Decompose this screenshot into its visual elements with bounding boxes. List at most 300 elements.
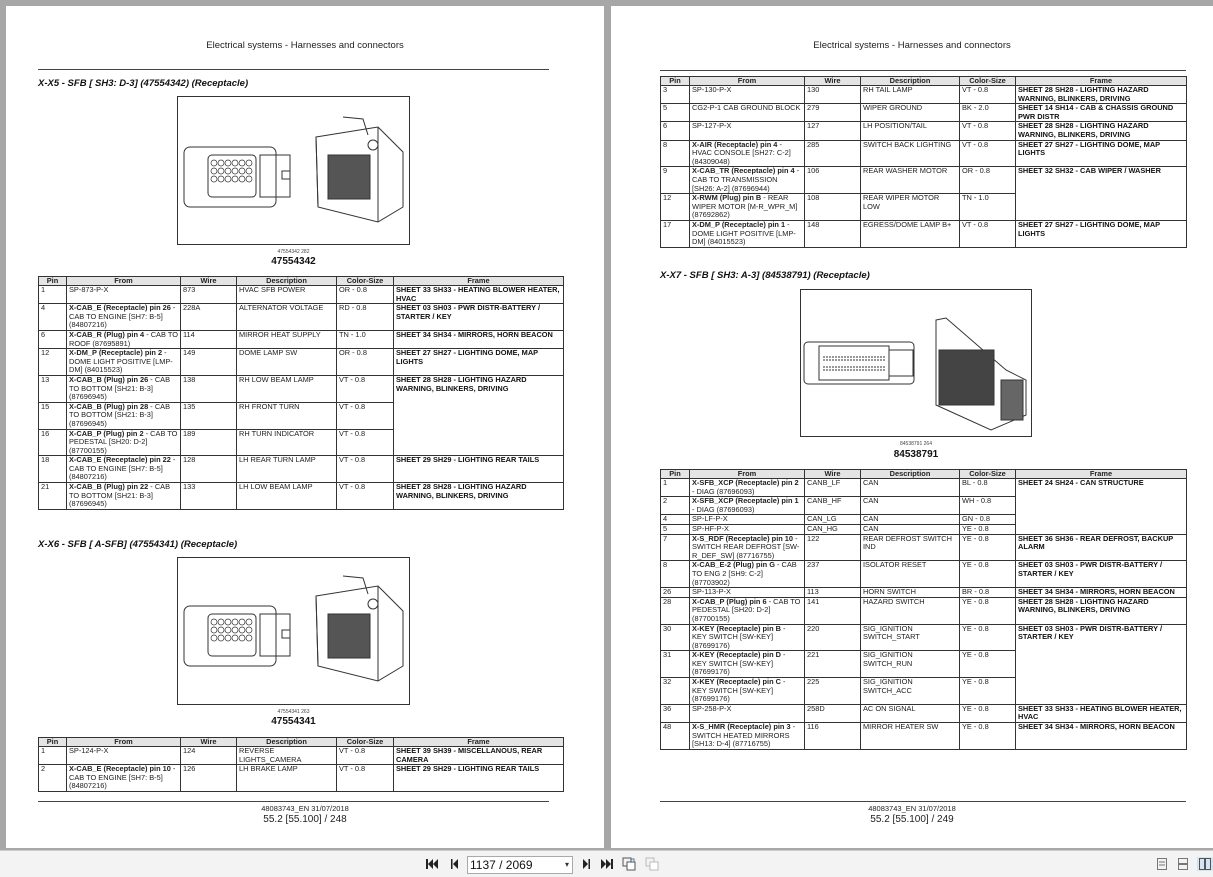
last-page-button[interactable] xyxy=(600,857,614,871)
cell-wire: 116 xyxy=(805,723,861,750)
cell-wire: CANB_LF xyxy=(805,479,861,497)
first-page-button[interactable] xyxy=(425,857,439,871)
cell-from xyxy=(690,704,805,722)
table-row xyxy=(39,286,564,304)
cell-color-size: VT - 0.8 xyxy=(337,429,394,456)
col-description: Description xyxy=(237,738,337,747)
col-from: From xyxy=(690,77,805,86)
cell-description: CAN xyxy=(861,515,960,525)
cell-wire: 279 xyxy=(805,104,861,122)
from-connector: X-AIR (Receptacle) pin 4 xyxy=(692,139,778,149)
pin-table-x-x5 xyxy=(38,276,564,510)
page-footer xyxy=(611,804,1213,825)
cell-color-size: VT - 0.8 xyxy=(337,456,394,483)
col-pin: Pin xyxy=(39,738,67,747)
cell-wire: 108 xyxy=(805,194,861,221)
cell-from xyxy=(690,651,805,678)
cell-frame: SHEET 29 SH29 - LIGHTING REAR TAILS xyxy=(394,456,564,483)
cell-color-size: VT - 0.8 xyxy=(337,765,394,792)
from-connector: X-DM_P (Receptacle) pin 1 xyxy=(692,219,786,229)
connector-drawing xyxy=(178,558,409,704)
table-row xyxy=(661,140,1187,167)
cell-wire: 122 xyxy=(805,534,861,561)
from-detail: - DIAG (87696093) xyxy=(692,504,755,514)
from-detail: - KEY SWITCH [SW-KEY] (87699176) xyxy=(692,650,786,677)
cell-color-size: GN - 0.8 xyxy=(960,515,1016,525)
cell-frame: SHEET 03 SH03 - PWR DISTR-BATTERY / STARTER / KEY xyxy=(1016,561,1187,588)
cell-color-size: VT - 0.8 xyxy=(337,375,394,402)
from-detail: - CAB TO ENGINE [SH7: B-5] (84807216) xyxy=(69,764,176,791)
cell-wire: 127 xyxy=(805,122,861,140)
from-detail: SP-258-P-X xyxy=(692,703,732,713)
cell-frame: SHEET 33 SH33 - HEATING BLOWER HEATER, HVAC xyxy=(1016,704,1187,722)
cell-pin: 16 xyxy=(39,429,67,456)
cell-pin: 6 xyxy=(39,330,67,348)
footer-rule xyxy=(38,801,549,802)
cell-color-size: VT - 0.8 xyxy=(960,220,1016,247)
cell-description: MIRROR HEAT SUPPLY xyxy=(237,330,337,348)
cell-frame: SHEET 34 SH34 - MIRRORS, HORN BEACON xyxy=(394,330,564,348)
cell-from xyxy=(67,456,181,483)
from-detail: - CAB TO BOTTOM [SH21: B-3] (87696945) xyxy=(69,374,171,402)
document-id: 48083743_EN 31/07/2018 xyxy=(868,804,956,813)
cell-frame: SHEET 32 SH32 - CAB WIPER / WASHER xyxy=(1016,167,1187,221)
figure-caption: 47554341 xyxy=(271,716,316,727)
cell-pin: 9 xyxy=(661,167,690,194)
cell-description: LH POSITION/TAIL xyxy=(861,122,960,140)
col-color-size: Color-Size xyxy=(337,277,394,286)
from-connector: X-CAB_TR (Receptacle) pin 4 xyxy=(692,166,795,176)
cell-description: REAR WIPER MOTOR LOW xyxy=(861,194,960,221)
cell-frame: SHEET 29 SH29 - LIGHTING REAR TAILS xyxy=(394,765,564,792)
cell-color-size: YE - 0.8 xyxy=(960,524,1016,534)
cell-from xyxy=(690,624,805,651)
table-row xyxy=(39,375,564,402)
cell-description: AC ON SIGNAL xyxy=(861,704,960,722)
cell-wire: 220 xyxy=(805,624,861,651)
from-connector: X-CAB_R (Plug) pin 4 xyxy=(69,329,145,339)
cell-frame: SHEET 39 SH39 - MISCELLANOUS, REAR CAMERA xyxy=(394,747,564,765)
col-color-size: Color-Size xyxy=(960,470,1016,479)
col-frame: Frame xyxy=(1016,470,1187,479)
cell-pin: 32 xyxy=(661,678,690,705)
cell-from xyxy=(67,375,181,402)
cell-from xyxy=(67,765,181,792)
cell-pin: 13 xyxy=(39,375,67,402)
cell-from xyxy=(690,140,805,167)
page-number: 55.2 [55.100] / 249 xyxy=(870,814,954,825)
cell-description: RH TAIL LAMP xyxy=(861,86,960,104)
cell-description: REVERSE LIGHTS_CAMERA xyxy=(237,747,337,765)
col-description: Description xyxy=(861,470,960,479)
cell-pin: 36 xyxy=(661,704,690,722)
header-rule xyxy=(38,69,549,70)
from-detail: - CAB TO PEDESTAL [SH20: D-2] (87700155) xyxy=(69,428,178,455)
cell-frame: SHEET 24 SH24 - CAN STRUCTURE xyxy=(1016,479,1187,535)
cell-description: ISOLATOR RESET xyxy=(861,561,960,588)
from-detail: - KEY SWITCH [SW-KEY] (87699176) xyxy=(692,623,786,650)
table-row xyxy=(661,597,1187,624)
cell-pin: 2 xyxy=(661,497,690,515)
cell-from xyxy=(690,86,805,104)
header-rule xyxy=(660,70,1186,71)
from-detail: - SWITCH REAR DEFROST [SW-R_DEF_SW] (87716755) xyxy=(692,533,800,560)
cell-pin: 7 xyxy=(661,534,690,561)
col-from: From xyxy=(690,470,805,479)
cell-description: DOME LAMP SW xyxy=(237,349,337,376)
cell-color-size: BR - 0.8 xyxy=(960,588,1016,598)
cell-from xyxy=(67,429,181,456)
continuous-view-button[interactable] xyxy=(1176,857,1190,871)
cell-frame: SHEET 28 SH28 - LIGHTING HAZARD WARNING, BLINKERS, DRIVING xyxy=(1016,86,1187,104)
from-connector: X-RWM (Plug) pin B xyxy=(692,193,762,203)
table-row xyxy=(661,167,1187,194)
table-row xyxy=(39,349,564,376)
compare-pages-icon xyxy=(645,857,659,871)
from-detail: - CAB TO ENGINE [SH7: B-5] (84807216) xyxy=(69,303,176,330)
cell-color-size: YE - 0.8 xyxy=(960,597,1016,624)
cell-wire: 225 xyxy=(805,678,861,705)
cell-pin: 1 xyxy=(661,479,690,497)
cell-frame: SHEET 33 SH33 - HEATING BLOWER HEATER, HVAC xyxy=(394,286,564,304)
arrow-right-icon xyxy=(582,859,590,869)
col-wire: Wire xyxy=(805,77,861,86)
cell-wire: 228A xyxy=(181,304,237,331)
cell-pin: 15 xyxy=(39,402,67,429)
cell-from xyxy=(690,220,805,247)
section-title-x-x7: X-X7 - SFB [ SH3: A-3] (84538791) (Receptacle) xyxy=(660,270,870,281)
facing-view-button[interactable] xyxy=(1197,857,1213,871)
table-row xyxy=(39,483,564,510)
page-number-input[interactable] xyxy=(467,856,573,874)
from-detail: - HVAC CONSOLE [SH27: C-2] (84309048) xyxy=(692,139,791,166)
figure-ref-small: 47554342 282 xyxy=(277,249,310,255)
from-detail: SP-124-P-X xyxy=(69,746,109,755)
page-indicator: 1137 / 2069 xyxy=(470,858,533,872)
col-frame: Frame xyxy=(394,277,564,286)
cell-wire: 141 xyxy=(805,597,861,624)
cell-from xyxy=(690,194,805,221)
cell-description: SIG_IGNITION SWITCH_ACC xyxy=(861,678,960,705)
from-detail: - REAR WIPER MOTOR [M-R_WPR_M] (87692862) xyxy=(692,193,798,220)
cell-wire: 106 xyxy=(805,167,861,194)
from-detail: - KEY SWITCH [SW-KEY] (87699176) xyxy=(692,677,786,704)
cell-wire: 149 xyxy=(181,349,237,376)
cell-color-size: YE - 0.8 xyxy=(960,678,1016,705)
document-id: 48083743_EN 31/07/2018 xyxy=(261,804,349,813)
from-detail: - DOME LIGHT POSITIVE [LMP-DM] (84015523) xyxy=(692,219,796,247)
skip-forward-icon xyxy=(601,859,613,869)
fit-page-button[interactable] xyxy=(622,857,636,871)
cell-frame: SHEET 28 SH28 - LIGHTING HAZARD WARNING, BLINKERS, DRIVING xyxy=(394,483,564,510)
cell-color-size: YE - 0.8 xyxy=(960,651,1016,678)
table-row xyxy=(39,456,564,483)
cell-color-size: TN - 1.0 xyxy=(337,330,394,348)
from-detail: - CAB TO TRANSMISSION [SH26: A-2] (87696944) xyxy=(692,166,800,193)
from-detail: - CAB TO ROOF (87695891) xyxy=(69,329,178,348)
cell-from xyxy=(67,330,181,348)
footer-rule xyxy=(660,801,1186,802)
cell-description: RH FRONT TURN xyxy=(237,402,337,429)
page-layout-icon xyxy=(622,857,636,871)
cell-wire: 114 xyxy=(181,330,237,348)
cell-wire: CAN_LG xyxy=(805,515,861,525)
cell-color-size: YE - 0.8 xyxy=(960,704,1016,722)
cell-color-size: WH - 0.8 xyxy=(960,497,1016,515)
cell-frame: SHEET 28 SH28 - LIGHTING HAZARD WARNING, BLINKERS, DRIVING xyxy=(394,375,564,455)
cell-description: HORN SWITCH xyxy=(861,588,960,598)
from-detail: - CAB TO ENG 2 [SH9: C-2] (87703902) xyxy=(692,560,797,587)
cell-description: LH LOW BEAM LAMP xyxy=(237,483,337,510)
viewer-toolbar xyxy=(0,850,1213,877)
cell-from xyxy=(67,349,181,376)
cell-color-size: VT - 0.8 xyxy=(337,402,394,429)
cell-wire: 113 xyxy=(805,588,861,598)
from-connector: X-CAB_E (Receptacle) pin 22 xyxy=(69,455,171,465)
from-connector: X-KEY (Receptacle) pin B xyxy=(692,623,781,633)
cell-wire: 258D xyxy=(805,704,861,722)
cell-wire: 126 xyxy=(181,765,237,792)
from-connector: X-DM_P (Receptacle) pin 2 xyxy=(69,348,163,358)
cell-color-size: YE - 0.8 xyxy=(960,624,1016,651)
cell-pin: 4 xyxy=(661,515,690,525)
from-connector: X-KEY (Receptacle) pin C xyxy=(692,677,781,687)
cell-pin: 21 xyxy=(39,483,67,510)
cell-pin: 6 xyxy=(661,122,690,140)
cell-from xyxy=(67,747,181,765)
from-connector: X-S_RDF (Receptacle) pin 10 xyxy=(692,533,794,543)
cell-pin: 12 xyxy=(39,349,67,376)
col-pin: Pin xyxy=(661,470,690,479)
col-color-size: Color-Size xyxy=(960,77,1016,86)
cell-frame: SHEET 28 SH28 - LIGHTING HAZARD WARNING, BLINKERS, DRIVING xyxy=(1016,122,1187,140)
table-row xyxy=(661,561,1187,588)
two-page-button[interactable] xyxy=(645,857,659,871)
cell-color-size: VT - 0.8 xyxy=(337,483,394,510)
arrow-left-icon xyxy=(451,859,459,869)
table-row xyxy=(661,479,1187,497)
cell-from xyxy=(67,402,181,429)
cell-frame: SHEET 03 SH03 - PWR DISTR-BATTERY / STARTER / KEY xyxy=(1016,624,1187,704)
cell-pin: 1 xyxy=(39,286,67,304)
cell-wire: 285 xyxy=(805,140,861,167)
cell-description: LH REAR TURN LAMP xyxy=(237,456,337,483)
cell-color-size: VT - 0.8 xyxy=(960,140,1016,167)
from-detail: - DOME LIGHT POSITIVE [LMP-DM] (84015523) xyxy=(69,348,173,375)
next-page-button[interactable] xyxy=(579,857,593,871)
from-detail: SP-LF-P-X xyxy=(692,514,728,524)
from-detail: - DIAG (87696093) xyxy=(692,486,755,496)
cell-from xyxy=(67,304,181,331)
cell-from xyxy=(690,122,805,140)
cell-description: SIG_IGNITION SWITCH_START xyxy=(861,624,960,651)
cell-frame: SHEET 27 SH27 - LIGHTING DOME, MAP LIGHTS xyxy=(1016,140,1187,167)
chevron-down-icon[interactable]: ▾ xyxy=(564,860,569,869)
from-connector: X-S_HMR (Receptacle) pin 3 xyxy=(692,722,791,732)
cell-description: ALTERNATOR VOLTAGE xyxy=(237,304,337,331)
cell-description: CAN xyxy=(861,524,960,534)
col-wire: Wire xyxy=(181,277,237,286)
table-row xyxy=(661,704,1187,722)
cell-description: RH TURN INDICATOR xyxy=(237,429,337,456)
pin-table-x-x6-continued xyxy=(660,76,1187,248)
cell-frame: SHEET 14 SH14 - CAB & CHASSIS GROUND PWR DISTR xyxy=(1016,104,1187,122)
col-description: Description xyxy=(861,77,960,86)
cell-from xyxy=(690,497,805,515)
cell-wire: CAN_HG xyxy=(805,524,861,534)
cell-from xyxy=(690,723,805,750)
from-connector: X-CAB_P (Plug) pin 6 xyxy=(692,596,767,606)
cell-wire: 237 xyxy=(805,561,861,588)
cell-description: SIG_IGNITION SWITCH_RUN xyxy=(861,651,960,678)
cell-wire: 133 xyxy=(181,483,237,510)
cell-description: RH LOW BEAM LAMP xyxy=(237,375,337,402)
cell-from xyxy=(690,597,805,624)
cell-description: SWITCH BACK LIGHTING xyxy=(861,140,960,167)
cell-color-size: VT - 0.8 xyxy=(337,747,394,765)
page-number: 55.2 [55.100] / 248 xyxy=(263,814,347,825)
cell-description: LH BRAKE LAMP xyxy=(237,765,337,792)
skip-back-icon xyxy=(426,859,438,869)
cell-pin: 12 xyxy=(661,194,690,221)
cell-description: CAN xyxy=(861,497,960,515)
col-color-size: Color-Size xyxy=(337,738,394,747)
from-detail: CG2-P-1 CAB GROUND BLOCK xyxy=(692,103,801,113)
cell-pin: 48 xyxy=(661,723,690,750)
from-connector: X-SFB_XCP (Receptacle) pin 1 xyxy=(692,496,799,506)
cell-description: MIRROR HEATER SW xyxy=(861,723,960,750)
table-row xyxy=(39,330,564,348)
cell-description: REAR DEFROST SWITCH IND xyxy=(861,534,960,561)
cell-color-size: TN - 1.0 xyxy=(960,194,1016,221)
cell-color-size: BL - 0.8 xyxy=(960,479,1016,497)
col-frame: Frame xyxy=(394,738,564,747)
previous-page-button[interactable] xyxy=(448,857,462,871)
figure-caption: 47554342 xyxy=(271,256,316,267)
page-header: Electrical systems - Harnesses and connectors xyxy=(206,40,404,51)
single-page-icon xyxy=(1157,858,1167,870)
cell-pin: 3 xyxy=(661,86,690,104)
cell-from xyxy=(67,483,181,510)
cell-pin: 4 xyxy=(39,304,67,331)
table-row xyxy=(661,220,1187,247)
from-connector: X-CAB_B (Plug) pin 22 xyxy=(69,482,149,492)
col-from: From xyxy=(67,738,181,747)
cell-pin: 17 xyxy=(661,220,690,247)
cell-color-size: BK - 2.0 xyxy=(960,104,1016,122)
col-description: Description xyxy=(237,277,337,286)
cell-pin: 5 xyxy=(661,524,690,534)
table-row xyxy=(661,86,1187,104)
from-detail: SP-873-P-X xyxy=(69,285,109,294)
table-row xyxy=(661,104,1187,122)
cell-description: HAZARD SWITCH xyxy=(861,597,960,624)
cell-pin: 5 xyxy=(661,104,690,122)
page-248 xyxy=(6,6,604,848)
cell-color-size: OR - 0.8 xyxy=(337,286,394,304)
cell-wire: CANB_HF xyxy=(805,497,861,515)
col-frame: Frame xyxy=(1016,77,1187,86)
cell-description: EGRESS/DOME LAMP B+ xyxy=(861,220,960,247)
from-connector: X-KEY (Receptacle) pin D xyxy=(692,650,781,660)
from-detail: SP-127-P-X xyxy=(692,121,732,131)
cell-pin: 8 xyxy=(661,140,690,167)
cell-color-size: RD - 0.8 xyxy=(337,304,394,331)
cell-description: HVAC SFB POWER xyxy=(237,286,337,304)
cell-pin: 1 xyxy=(39,747,67,765)
cell-pin: 30 xyxy=(661,624,690,651)
from-detail: - SWITCH HEATED MIRRORS [SH13: D-4] (87716755) xyxy=(692,722,796,749)
cell-wire: 135 xyxy=(181,402,237,429)
cell-pin: 2 xyxy=(39,765,67,792)
figure-ref-small: 84538791 264 xyxy=(900,441,932,447)
table-row xyxy=(39,304,564,331)
cell-wire: 873 xyxy=(181,286,237,304)
cell-frame: SHEET 34 SH34 - MIRRORS, HORN BEACON xyxy=(1016,588,1187,598)
page-header: Electrical systems - Harnesses and connectors xyxy=(813,40,1011,51)
cell-pin: 26 xyxy=(661,588,690,598)
cell-pin: 28 xyxy=(661,597,690,624)
cell-frame: SHEET 27 SH27 - LIGHTING DOME, MAP LIGHTS xyxy=(1016,220,1187,247)
cell-pin: 8 xyxy=(661,561,690,588)
from-connector: X-CAB_E-2 (Plug) pin G xyxy=(692,560,775,570)
cell-from xyxy=(690,104,805,122)
cell-from xyxy=(67,286,181,304)
table-row xyxy=(661,122,1187,140)
from-detail: - CAB TO BOTTOM [SH21: B-3] (87696945) xyxy=(69,401,171,428)
from-connector: X-CAB_E (Receptacle) pin 10 xyxy=(69,764,171,774)
table-row xyxy=(39,747,564,765)
from-detail: - CAB TO ENGINE [SH7: B-5] (84807216) xyxy=(69,455,176,482)
cell-from xyxy=(690,561,805,588)
cell-color-size: YE - 0.8 xyxy=(960,723,1016,750)
figure-ref-small: 47554341 263 xyxy=(277,709,310,715)
cell-from xyxy=(690,479,805,497)
cell-frame: SHEET 36 SH36 - REAR DEFROST, BACKUP ALARM xyxy=(1016,534,1187,561)
from-connector: X-CAB_E (Receptacle) pin 26 xyxy=(69,303,171,313)
cell-color-size: VT - 0.8 xyxy=(960,86,1016,104)
cell-frame: SHEET 34 SH34 - MIRRORS, HORN BEACON xyxy=(1016,723,1187,750)
col-wire: Wire xyxy=(805,470,861,479)
continuous-pages-icon xyxy=(1178,858,1188,870)
cell-color-size: OR - 0.8 xyxy=(960,167,1016,194)
cell-description: CAN xyxy=(861,479,960,497)
pin-table-x-x7 xyxy=(660,469,1187,750)
col-from: From xyxy=(67,277,181,286)
section-title-x-x5: X-X5 - SFB [ SH3: D-3] (47554342) (Receptacle) xyxy=(38,78,249,89)
cell-from xyxy=(690,167,805,194)
cell-color-size: YE - 0.8 xyxy=(960,534,1016,561)
connector-drawing xyxy=(178,97,409,244)
cell-wire: 128 xyxy=(181,456,237,483)
cell-wire: 148 xyxy=(805,220,861,247)
from-detail: SP-113-P-X xyxy=(692,587,731,597)
from-connector: X-CAB_B (Plug) pin 26 xyxy=(69,374,149,384)
table-row xyxy=(661,624,1187,651)
cell-wire: 130 xyxy=(805,86,861,104)
cell-frame: SHEET 28 SH28 - LIGHTING HAZARD WARNING, BLINKERS, DRIVING xyxy=(1016,597,1187,624)
cell-from xyxy=(690,534,805,561)
pin-table-x-x6 xyxy=(38,737,564,792)
single-page-view-button[interactable] xyxy=(1155,857,1169,871)
from-connector: X-SFB_XCP (Receptacle) pin 2 xyxy=(692,478,799,487)
connector-figure-x-x5 xyxy=(177,96,410,245)
cell-wire: 221 xyxy=(805,651,861,678)
section-title-x-x6: X-X6 - SFB [ A-SFB] (47554341) (Receptacle) xyxy=(38,539,238,550)
col-pin: Pin xyxy=(661,77,690,86)
page-footer xyxy=(6,804,604,825)
cell-wire: 124 xyxy=(181,747,237,765)
